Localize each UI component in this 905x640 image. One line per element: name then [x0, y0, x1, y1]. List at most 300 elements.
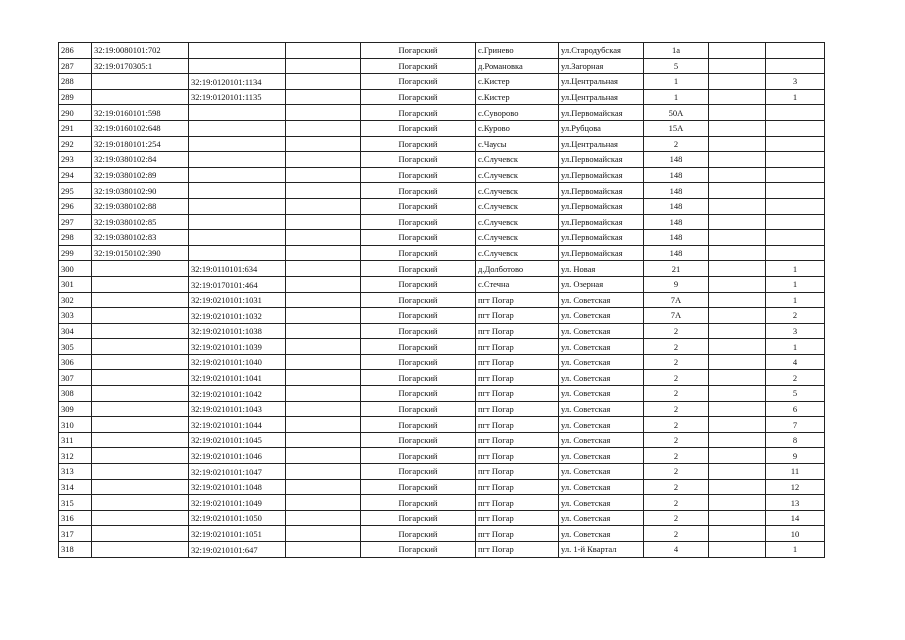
- settlement-cell: с.Случевск: [476, 183, 559, 199]
- cadastral-number-cell: [92, 386, 189, 402]
- cadastral-number-cell: [92, 308, 189, 324]
- row-number-cell: 305: [59, 339, 92, 355]
- empty-cell: [709, 198, 766, 214]
- settlement-cell: д.Долботово: [476, 261, 559, 277]
- street-cell: ул.Первомайская: [559, 152, 644, 168]
- district-cell: Погарский: [361, 58, 476, 74]
- street-cell: ул. Советская: [559, 448, 644, 464]
- apartment-number-cell: 14: [766, 510, 825, 526]
- table-row: [59, 167, 825, 183]
- empty-cell: [709, 417, 766, 433]
- house-number-cell: 2: [644, 339, 709, 355]
- district-cell: Погарский: [361, 417, 476, 433]
- district-cell: Погарский: [361, 183, 476, 199]
- house-number-cell: 5: [644, 58, 709, 74]
- table-row: [59, 105, 825, 121]
- empty-cell: [709, 370, 766, 386]
- row-number-cell: 318: [59, 542, 92, 558]
- cadastral-number-cell: [92, 448, 189, 464]
- district-cell: Погарский: [361, 261, 476, 277]
- apartment-number-cell: [766, 183, 825, 199]
- apartment-number-cell: [766, 152, 825, 168]
- street-cell: ул.Центральная: [559, 89, 644, 105]
- empty-cell: [286, 370, 361, 386]
- street-cell: ул. Советская: [559, 339, 644, 355]
- cadastral-number-cell: 32:19:0160101:598: [92, 105, 189, 121]
- row-number-cell: 288: [59, 74, 92, 90]
- apartment-number-cell: [766, 58, 825, 74]
- table-row: [59, 401, 825, 417]
- district-cell: Погарский: [361, 105, 476, 121]
- empty-cell: [286, 214, 361, 230]
- house-number-cell: 15А: [644, 120, 709, 136]
- empty-cell: [709, 43, 766, 59]
- district-cell: Погарский: [361, 432, 476, 448]
- empty-cell: [286, 198, 361, 214]
- house-number-cell: 148: [644, 152, 709, 168]
- house-number-cell: 2: [644, 386, 709, 402]
- street-cell: ул. Советская: [559, 354, 644, 370]
- row-number-cell: 291: [59, 120, 92, 136]
- house-number-cell: 2: [644, 136, 709, 152]
- street-cell: ул. Советская: [559, 417, 644, 433]
- empty-cell: [709, 120, 766, 136]
- empty-cell: [286, 354, 361, 370]
- unit-cadastral-number-cell: 32:19:0210101:647: [189, 542, 286, 558]
- street-cell: ул.Первомайская: [559, 167, 644, 183]
- unit-cadastral-number-cell: 32:19:0210101:1046: [189, 448, 286, 464]
- district-cell: Погарский: [361, 401, 476, 417]
- district-cell: Погарский: [361, 479, 476, 495]
- cadastral-number-cell: [92, 261, 189, 277]
- empty-cell: [709, 292, 766, 308]
- street-cell: ул. Советская: [559, 432, 644, 448]
- unit-cadastral-number-cell: [189, 105, 286, 121]
- district-cell: Погарский: [361, 354, 476, 370]
- empty-cell: [286, 386, 361, 402]
- settlement-cell: с.Случевск: [476, 167, 559, 183]
- settlement-cell: с.Случевск: [476, 245, 559, 261]
- street-cell: ул.Загорная: [559, 58, 644, 74]
- street-cell: ул.Первомайская: [559, 198, 644, 214]
- settlement-cell: с.Случевск: [476, 152, 559, 168]
- empty-cell: [709, 354, 766, 370]
- table-row: [59, 214, 825, 230]
- settlement-cell: пгт Погар: [476, 339, 559, 355]
- street-cell: ул. Советская: [559, 495, 644, 511]
- empty-cell: [286, 167, 361, 183]
- district-cell: Погарский: [361, 495, 476, 511]
- street-cell: ул. Советская: [559, 401, 644, 417]
- unit-cadastral-number-cell: 32:19:0120101:1134: [189, 74, 286, 90]
- settlement-cell: с.Кистер: [476, 89, 559, 105]
- apartment-number-cell: 1: [766, 89, 825, 105]
- empty-cell: [286, 417, 361, 433]
- cadastral-number-cell: [92, 370, 189, 386]
- row-number-cell: 298: [59, 230, 92, 246]
- district-cell: Погарский: [361, 510, 476, 526]
- empty-cell: [286, 542, 361, 558]
- cadastral-number-cell: [92, 323, 189, 339]
- unit-cadastral-number-cell: [189, 245, 286, 261]
- apartment-number-cell: 13: [766, 495, 825, 511]
- unit-cadastral-number-cell: 32:19:0210101:1050: [189, 510, 286, 526]
- table-row: [59, 386, 825, 402]
- cadastral-number-cell: [92, 89, 189, 105]
- table-row: [59, 526, 825, 542]
- district-cell: Погарский: [361, 542, 476, 558]
- unit-cadastral-number-cell: 32:19:0210101:1039: [189, 339, 286, 355]
- empty-cell: [286, 292, 361, 308]
- row-number-cell: 286: [59, 43, 92, 59]
- table-body: [59, 43, 825, 558]
- street-cell: ул. Советская: [559, 292, 644, 308]
- table-row: [59, 198, 825, 214]
- district-cell: Погарский: [361, 136, 476, 152]
- settlement-cell: с.Гринево: [476, 43, 559, 59]
- apartment-number-cell: 2: [766, 370, 825, 386]
- apartment-number-cell: 1: [766, 542, 825, 558]
- settlement-cell: пгт Погар: [476, 432, 559, 448]
- empty-cell: [286, 89, 361, 105]
- table-row: [59, 542, 825, 558]
- district-cell: Погарский: [361, 198, 476, 214]
- street-cell: ул. Советская: [559, 526, 644, 542]
- cadastral-number-cell: [92, 276, 189, 292]
- district-cell: Погарский: [361, 167, 476, 183]
- table-row: [59, 136, 825, 152]
- empty-cell: [286, 152, 361, 168]
- settlement-cell: с.Кистер: [476, 74, 559, 90]
- empty-cell: [709, 58, 766, 74]
- apartment-number-cell: 6: [766, 401, 825, 417]
- district-cell: Погарский: [361, 448, 476, 464]
- settlement-cell: пгт Погар: [476, 386, 559, 402]
- unit-cadastral-number-cell: 32:19:0210101:1043: [189, 401, 286, 417]
- row-number-cell: 317: [59, 526, 92, 542]
- unit-cadastral-number-cell: [189, 120, 286, 136]
- empty-cell: [286, 120, 361, 136]
- table-row: [59, 339, 825, 355]
- settlement-cell: пгт Погар: [476, 401, 559, 417]
- empty-cell: [286, 43, 361, 59]
- empty-cell: [286, 479, 361, 495]
- house-number-cell: 2: [644, 448, 709, 464]
- empty-cell: [709, 479, 766, 495]
- table-row: [59, 495, 825, 511]
- unit-cadastral-number-cell: 32:19:0210101:1044: [189, 417, 286, 433]
- settlement-cell: с.Курово: [476, 120, 559, 136]
- empty-cell: [709, 276, 766, 292]
- settlement-cell: пгт Погар: [476, 370, 559, 386]
- apartment-number-cell: 12: [766, 479, 825, 495]
- empty-cell: [286, 339, 361, 355]
- cadastral-number-cell: [92, 401, 189, 417]
- table-row: [59, 58, 825, 74]
- street-cell: ул. Советская: [559, 464, 644, 480]
- house-number-cell: 2: [644, 370, 709, 386]
- district-cell: Погарский: [361, 386, 476, 402]
- unit-cadastral-number-cell: 32:19:0210101:1032: [189, 308, 286, 324]
- row-number-cell: 306: [59, 354, 92, 370]
- street-cell: ул.Первомайская: [559, 105, 644, 121]
- row-number-cell: 309: [59, 401, 92, 417]
- district-cell: Погарский: [361, 74, 476, 90]
- district-cell: Погарский: [361, 214, 476, 230]
- district-cell: Погарский: [361, 89, 476, 105]
- house-number-cell: 1а: [644, 43, 709, 59]
- row-number-cell: 310: [59, 417, 92, 433]
- empty-cell: [286, 510, 361, 526]
- house-number-cell: 2: [644, 464, 709, 480]
- house-number-cell: 7А: [644, 308, 709, 324]
- unit-cadastral-number-cell: 32:19:0210101:1041: [189, 370, 286, 386]
- row-number-cell: 308: [59, 386, 92, 402]
- cadastral-number-cell: [92, 510, 189, 526]
- unit-cadastral-number-cell: 32:19:0210101:1038: [189, 323, 286, 339]
- settlement-cell: пгт Погар: [476, 495, 559, 511]
- row-number-cell: 314: [59, 479, 92, 495]
- row-number-cell: 304: [59, 323, 92, 339]
- settlement-cell: с.Суворово: [476, 105, 559, 121]
- apartment-number-cell: [766, 198, 825, 214]
- street-cell: ул.Стародубская: [559, 43, 644, 59]
- settlement-cell: с.Случевск: [476, 230, 559, 246]
- apartment-number-cell: 9: [766, 448, 825, 464]
- empty-cell: [709, 105, 766, 121]
- cadastral-number-cell: [92, 464, 189, 480]
- row-number-cell: 312: [59, 448, 92, 464]
- row-number-cell: 316: [59, 510, 92, 526]
- cadastral-number-cell: [92, 292, 189, 308]
- empty-cell: [709, 448, 766, 464]
- apartment-number-cell: 3: [766, 323, 825, 339]
- empty-cell: [709, 214, 766, 230]
- empty-cell: [709, 89, 766, 105]
- cadastral-number-cell: [92, 354, 189, 370]
- empty-cell: [709, 510, 766, 526]
- apartment-number-cell: [766, 136, 825, 152]
- unit-cadastral-number-cell: 32:19:0210101:1049: [189, 495, 286, 511]
- district-cell: Погарский: [361, 43, 476, 59]
- house-number-cell: 2: [644, 417, 709, 433]
- street-cell: ул. Советская: [559, 308, 644, 324]
- house-number-cell: 9: [644, 276, 709, 292]
- row-number-cell: 301: [59, 276, 92, 292]
- street-cell: ул. Советская: [559, 386, 644, 402]
- table-row: [59, 152, 825, 168]
- street-cell: ул. 1-й Квартал: [559, 542, 644, 558]
- street-cell: ул. Новая: [559, 261, 644, 277]
- empty-cell: [286, 136, 361, 152]
- table-row: [59, 370, 825, 386]
- cadastral-number-cell: 32:19:0180101:254: [92, 136, 189, 152]
- document-sheet: [58, 42, 825, 558]
- unit-cadastral-number-cell: 32:19:0110101:634: [189, 261, 286, 277]
- cadastral-number-cell: [92, 479, 189, 495]
- district-cell: Погарский: [361, 464, 476, 480]
- apartment-number-cell: 10: [766, 526, 825, 542]
- table-row: [59, 120, 825, 136]
- unit-cadastral-number-cell: [189, 230, 286, 246]
- unit-cadastral-number-cell: 32:19:0210101:1042: [189, 386, 286, 402]
- empty-cell: [286, 183, 361, 199]
- empty-cell: [286, 230, 361, 246]
- empty-cell: [286, 323, 361, 339]
- district-cell: Погарский: [361, 230, 476, 246]
- house-number-cell: 148: [644, 198, 709, 214]
- district-cell: Погарский: [361, 292, 476, 308]
- unit-cadastral-number-cell: 32:19:0210101:1045: [189, 432, 286, 448]
- house-number-cell: 2: [644, 526, 709, 542]
- empty-cell: [709, 401, 766, 417]
- row-number-cell: 313: [59, 464, 92, 480]
- empty-cell: [709, 495, 766, 511]
- apartment-number-cell: 1: [766, 276, 825, 292]
- empty-cell: [709, 261, 766, 277]
- settlement-cell: д.Романовка: [476, 58, 559, 74]
- empty-cell: [286, 432, 361, 448]
- street-cell: ул.Центральная: [559, 136, 644, 152]
- empty-cell: [709, 323, 766, 339]
- apartment-number-cell: [766, 105, 825, 121]
- street-cell: ул.Рубцова: [559, 120, 644, 136]
- apartment-number-cell: [766, 120, 825, 136]
- house-number-cell: 148: [644, 230, 709, 246]
- cadastral-number-cell: [92, 74, 189, 90]
- row-number-cell: 315: [59, 495, 92, 511]
- apartment-number-cell: [766, 245, 825, 261]
- empty-cell: [709, 339, 766, 355]
- settlement-cell: пгт Погар: [476, 417, 559, 433]
- table-row: [59, 417, 825, 433]
- empty-cell: [286, 245, 361, 261]
- apartment-number-cell: 1: [766, 261, 825, 277]
- cadastral-number-cell: 32:19:0380102:83: [92, 230, 189, 246]
- empty-cell: [709, 542, 766, 558]
- unit-cadastral-number-cell: 32:19:0210101:1048: [189, 479, 286, 495]
- apartment-number-cell: 5: [766, 386, 825, 402]
- empty-cell: [709, 308, 766, 324]
- unit-cadastral-number-cell: 32:19:0210101:1031: [189, 292, 286, 308]
- table-row: [59, 479, 825, 495]
- house-number-cell: 1: [644, 74, 709, 90]
- house-number-cell: 2: [644, 432, 709, 448]
- row-number-cell: 303: [59, 308, 92, 324]
- apartment-number-cell: 2: [766, 308, 825, 324]
- empty-cell: [286, 308, 361, 324]
- unit-cadastral-number-cell: [189, 58, 286, 74]
- apartment-number-cell: 1: [766, 339, 825, 355]
- row-number-cell: 295: [59, 183, 92, 199]
- street-cell: ул.Первомайская: [559, 183, 644, 199]
- street-cell: ул.Первомайская: [559, 245, 644, 261]
- apartment-number-cell: [766, 43, 825, 59]
- empty-cell: [709, 432, 766, 448]
- empty-cell: [709, 136, 766, 152]
- cadastral-number-cell: 32:19:0380102:88: [92, 198, 189, 214]
- apartment-number-cell: [766, 214, 825, 230]
- house-number-cell: 2: [644, 495, 709, 511]
- cadastral-number-cell: [92, 417, 189, 433]
- empty-cell: [286, 276, 361, 292]
- row-number-cell: 299: [59, 245, 92, 261]
- table-row: [59, 230, 825, 246]
- empty-cell: [286, 526, 361, 542]
- row-number-cell: 287: [59, 58, 92, 74]
- table-row: [59, 276, 825, 292]
- house-number-cell: 1: [644, 89, 709, 105]
- table-row: [59, 323, 825, 339]
- table-row: [59, 183, 825, 199]
- house-number-cell: 50А: [644, 105, 709, 121]
- table-row: [59, 245, 825, 261]
- apartment-number-cell: 7: [766, 417, 825, 433]
- property-register-table: [58, 42, 825, 558]
- apartment-number-cell: [766, 230, 825, 246]
- district-cell: Погарский: [361, 120, 476, 136]
- empty-cell: [709, 183, 766, 199]
- unit-cadastral-number-cell: 32:19:0170101:464: [189, 276, 286, 292]
- table-row: [59, 448, 825, 464]
- street-cell: ул.Центральная: [559, 74, 644, 90]
- unit-cadastral-number-cell: [189, 183, 286, 199]
- table-row: [59, 261, 825, 277]
- empty-cell: [286, 58, 361, 74]
- street-cell: ул. Озерная: [559, 276, 644, 292]
- table-row: [59, 432, 825, 448]
- apartment-number-cell: 4: [766, 354, 825, 370]
- house-number-cell: 148: [644, 214, 709, 230]
- street-cell: ул. Советская: [559, 323, 644, 339]
- empty-cell: [709, 167, 766, 183]
- district-cell: Погарский: [361, 339, 476, 355]
- unit-cadastral-number-cell: [189, 214, 286, 230]
- settlement-cell: пгт Погар: [476, 526, 559, 542]
- table-row: [59, 43, 825, 59]
- cadastral-number-cell: [92, 432, 189, 448]
- house-number-cell: 21: [644, 261, 709, 277]
- settlement-cell: пгт Погар: [476, 323, 559, 339]
- settlement-cell: пгт Погар: [476, 464, 559, 480]
- empty-cell: [286, 261, 361, 277]
- cadastral-number-cell: 32:19:0380102:84: [92, 152, 189, 168]
- cadastral-number-cell: [92, 495, 189, 511]
- empty-cell: [286, 74, 361, 90]
- street-cell: ул.Первомайская: [559, 230, 644, 246]
- row-number-cell: 297: [59, 214, 92, 230]
- settlement-cell: пгт Погар: [476, 308, 559, 324]
- house-number-cell: 148: [644, 183, 709, 199]
- district-cell: Погарский: [361, 323, 476, 339]
- street-cell: ул. Советская: [559, 370, 644, 386]
- empty-cell: [709, 464, 766, 480]
- district-cell: Погарский: [361, 308, 476, 324]
- street-cell: ул.Первомайская: [559, 214, 644, 230]
- cadastral-number-cell: 32:19:0160102:648: [92, 120, 189, 136]
- cadastral-number-cell: [92, 339, 189, 355]
- settlement-cell: пгт Погар: [476, 479, 559, 495]
- settlement-cell: с.Чаусы: [476, 136, 559, 152]
- district-cell: Погарский: [361, 526, 476, 542]
- cadastral-number-cell: 32:19:0380102:85: [92, 214, 189, 230]
- row-number-cell: 290: [59, 105, 92, 121]
- empty-cell: [709, 526, 766, 542]
- row-number-cell: 307: [59, 370, 92, 386]
- unit-cadastral-number-cell: [189, 152, 286, 168]
- street-cell: ул. Советская: [559, 510, 644, 526]
- row-number-cell: 302: [59, 292, 92, 308]
